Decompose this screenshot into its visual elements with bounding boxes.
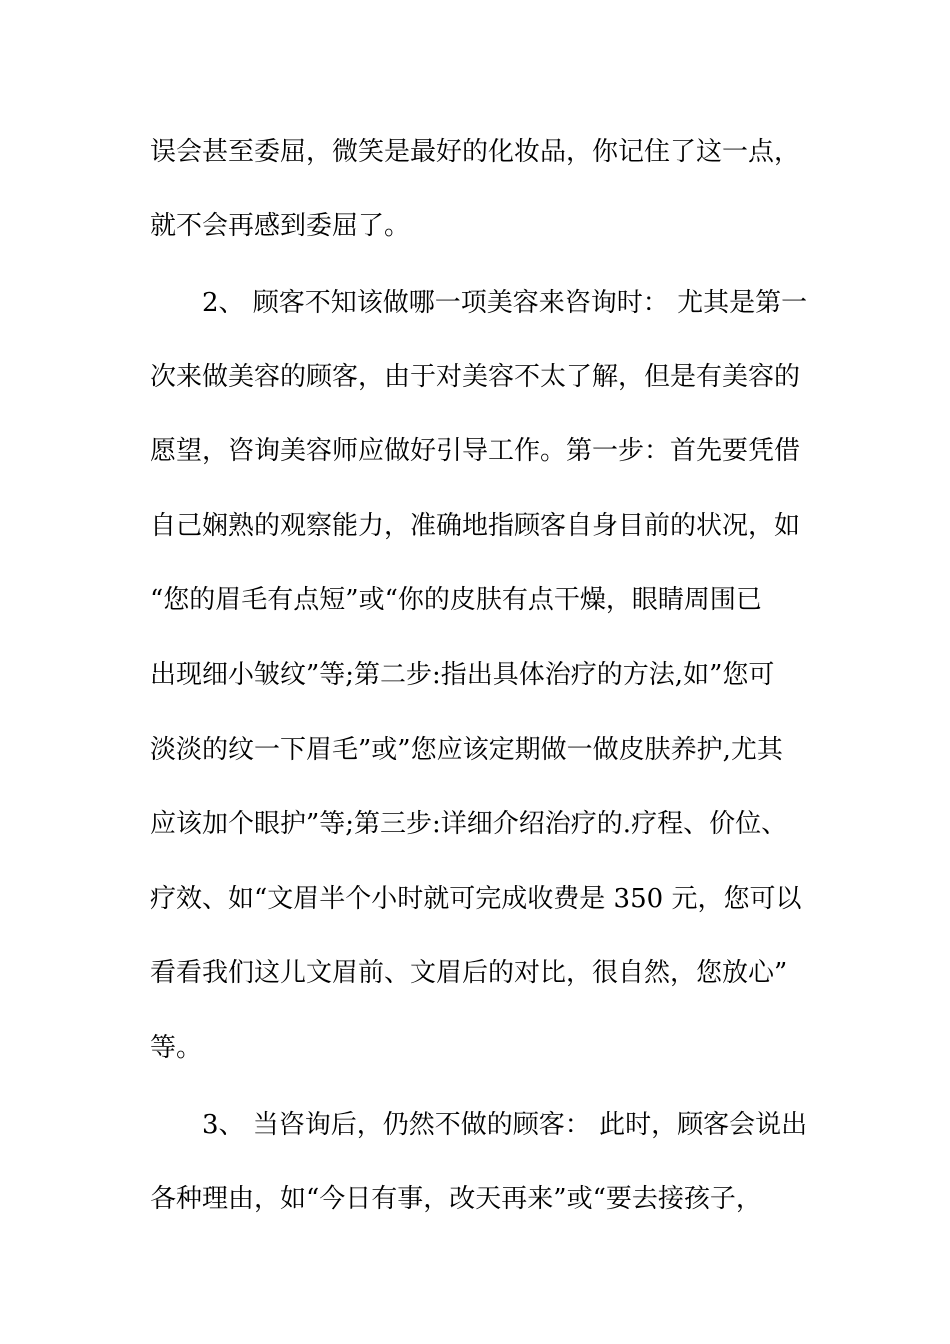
text-line-3: 2、 顾客不知该做哪一项美容来咨询时： 尤其是第一 [202, 288, 808, 318]
text-line-11: 疗效、如“文眉半个小时就可完成收费是 350 元，您可以 [150, 884, 802, 914]
text-line-9: 淡淡的纹一下眉毛”或”您应该定期做一做皮肤养护,尤其 [150, 735, 783, 765]
text-line-15: 各种理由，如“今日有事，改天再来”或“要去接孩子， [150, 1184, 762, 1214]
text-line-2: 就不会再感到委屈了。 [150, 211, 411, 241]
text-line-7: “您的眉毛有点短”或“你的皮肤有点干燥，眼睛周围已 [150, 585, 762, 615]
text-line-4: 次来做美容的顾客，由于对美容不太了解，但是有美容的 [150, 362, 801, 392]
text-line-1: 误会甚至委屈，微笑是最好的化妆品，你记住了这一点， [150, 137, 801, 167]
text-line-14: 3、 当咨询后，仍然不做的顾客： 此时，顾客会说出 [202, 1110, 808, 1140]
text-line-13: 等。 [150, 1033, 203, 1063]
text-line-5: 愿望，咨询美容师应做好引导工作。第一步：首先要凭借 [150, 436, 801, 466]
text-line-12: 看看我们这儿文眉前、文眉后的对比，很自然，您放心” [150, 958, 788, 988]
text-line-6: 自己娴熟的观察能力，准确地指顾客自身目前的状况，如 [150, 511, 801, 541]
text-line-8: 出现细小皱纹”等;第二步:指出具体治疗的方法,如”您可 [150, 660, 775, 690]
text-line-10: 应该加个眼护”等;第三步:详细介绍治疗的.疗程、价位、 [150, 809, 788, 839]
